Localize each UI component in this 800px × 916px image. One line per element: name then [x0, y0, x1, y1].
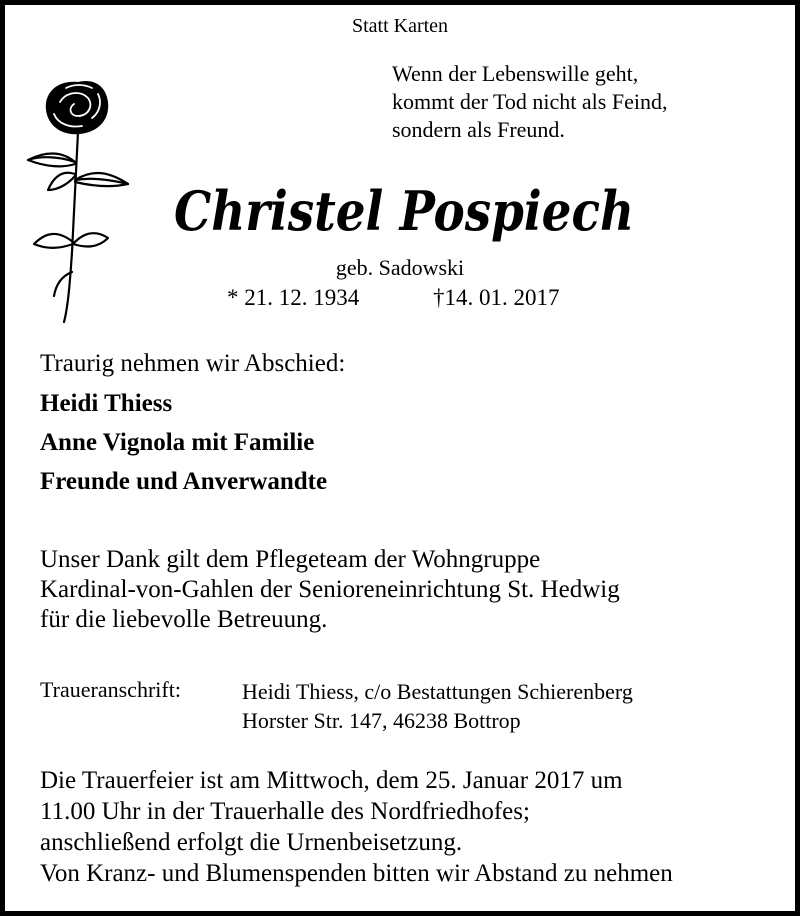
- quote: [392, 60, 667, 144]
- thanks-text: [40, 545, 620, 635]
- birth-date: * 21. 12. 1934: [227, 285, 360, 310]
- address-line: Heidi Thiess, c/o Bestattungen Schierenberg: [242, 679, 633, 704]
- death-date: †14. 01. 2017: [433, 285, 560, 310]
- thanks-line: Kardinal-von-Gahlen der Senioreneinrichtung St. Hedwig: [40, 576, 620, 603]
- quote-line: kommt der Tod nicht als Feind,: [392, 89, 668, 114]
- service-line: anschließend erfolgt die Urnenbeisetzung.: [40, 829, 463, 856]
- address-label: Traueranschrift:: [40, 677, 181, 702]
- rose-icon: [18, 72, 136, 324]
- thanks-line: Unser Dank gilt dem Pflegeteam der Wohngruppe: [40, 546, 541, 573]
- address-line: Horster Str. 147, 46238 Bottrop: [242, 708, 521, 733]
- service-text: [40, 765, 673, 889]
- thanks-line: für die liebevolle Betreuung.: [40, 606, 328, 633]
- mourner-name: Freunde und Anverwandte: [40, 468, 328, 495]
- address: [242, 677, 633, 735]
- birth-name: geb. Sadowski: [335, 255, 465, 280]
- service-line: 11.00 Uhr in der Trauerhalle des Nordfriedhofes;: [40, 798, 530, 825]
- deceased-name-text: Christel Pospiech: [174, 179, 634, 243]
- header-text: Statt Karten: [351, 15, 449, 37]
- service-line: Die Trauerfeier ist am Mittwoch, dem 25. Januar 2017 um: [40, 767, 623, 794]
- service-line: Von Kranz- und Blumenspenden bitten wir Abstand zu nehmen: [40, 860, 673, 887]
- mourner-name: Anne Vignola mit Familie: [40, 429, 315, 456]
- quote-line: sondern als Freund.: [392, 117, 565, 142]
- mourners-intro: Traurig nehmen wir Abschied:: [40, 350, 346, 377]
- deceased-name: [170, 170, 640, 250]
- mourner-name: Heidi Thiess: [40, 390, 173, 417]
- quote-line: Wenn der Lebenswille geht,: [392, 61, 639, 86]
